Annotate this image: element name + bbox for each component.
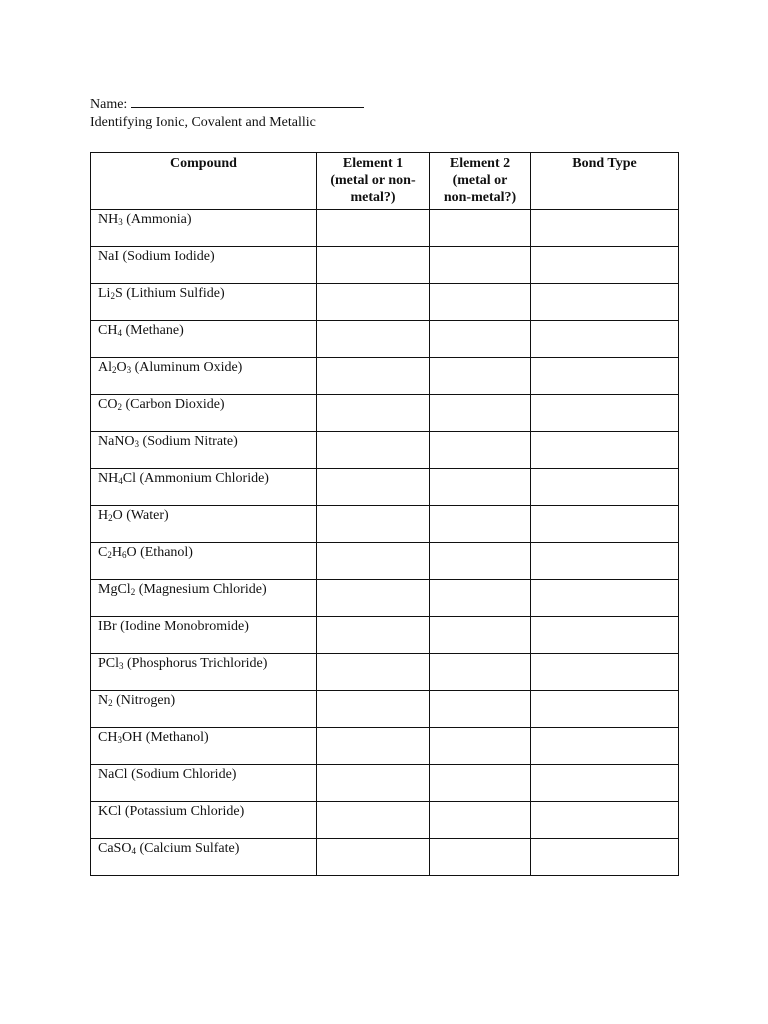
element-1-cell[interactable] <box>317 210 430 247</box>
table-row <box>91 617 679 654</box>
table-row <box>91 469 679 506</box>
element-1-cell[interactable] <box>317 580 430 617</box>
bond-type-cell[interactable] <box>531 321 679 358</box>
element-2-cell[interactable] <box>430 432 531 469</box>
element-1-cell[interactable] <box>317 728 430 765</box>
element-1-cell[interactable] <box>317 321 430 358</box>
compound-cell: $NH_4Cl$ (Ammonium Chloride) <box>91 469 317 506</box>
table-row <box>91 432 679 469</box>
header-row <box>91 153 679 210</box>
element-2-cell[interactable] <box>430 469 531 506</box>
element-1-cell[interactable] <box>317 765 430 802</box>
element-1-cell[interactable] <box>317 543 430 580</box>
table-row <box>91 321 679 358</box>
bond-type-cell[interactable] <box>531 691 679 728</box>
table-row <box>91 543 679 580</box>
element-2-cell[interactable] <box>430 395 531 432</box>
bond-type-cell[interactable] <box>531 839 679 876</box>
table-row <box>91 728 679 765</box>
element-2-cell[interactable] <box>430 691 531 728</box>
bond-type-cell[interactable] <box>531 358 679 395</box>
bond-type-header: Bond Type <box>531 153 679 210</box>
compound-cell: CaSO$_4$ (Calcium Sulfate) <box>91 839 317 876</box>
bond-type-cell[interactable] <box>531 469 679 506</box>
compound-cell: $H_2O$ (Water) <box>91 506 317 543</box>
element-1-cell[interactable] <box>317 506 430 543</box>
element-1-cell[interactable] <box>317 395 430 432</box>
element-2-cell[interactable] <box>430 321 531 358</box>
element-1-cell[interactable] <box>317 802 430 839</box>
bond-type-cell[interactable] <box>531 580 679 617</box>
table-row <box>91 247 679 284</box>
bond-type-cell[interactable] <box>531 728 679 765</box>
element-2-cell[interactable] <box>430 284 531 321</box>
bond-type-cell[interactable] <box>531 654 679 691</box>
compound-cell: $CO_2$ (Carbon Dioxide) <box>91 395 317 432</box>
element-2-cell[interactable] <box>430 358 531 395</box>
element-1-cell[interactable] <box>317 691 430 728</box>
element-2-cell[interactable] <box>430 580 531 617</box>
compound-cell: NaNO$_3$ (Sodium Nitrate) <box>91 432 317 469</box>
bond-type-cell[interactable] <box>531 210 679 247</box>
element-1-header: Element 1 (metal or non- metal?) <box>317 153 430 210</box>
element-1-cell[interactable] <box>317 469 430 506</box>
element-1-cell[interactable] <box>317 284 430 321</box>
compound-header: Compound <box>91 153 317 210</box>
compound-cell: IBr (Iodine Monobromide) <box>91 617 317 654</box>
element-2-cell[interactable] <box>430 839 531 876</box>
name-label: Name: <box>90 97 128 112</box>
compound-cell: KCl (Potassium Chloride) <box>91 802 317 839</box>
compound-cell: $Al_2O_3$ (Aluminum Oxide) <box>91 358 317 395</box>
table-row <box>91 506 679 543</box>
bond-type-table <box>90 152 679 876</box>
table-row <box>91 210 679 247</box>
table-row <box>91 765 679 802</box>
compound-cell: $C_2H_6O$ (Ethanol) <box>91 543 317 580</box>
compound-cell: $NH_3$ (Ammonia) <box>91 210 317 247</box>
element-2-cell[interactable] <box>430 728 531 765</box>
compound-cell: NaI (Sodium Iodide) <box>91 247 317 284</box>
table-row <box>91 358 679 395</box>
bond-type-cell[interactable] <box>531 395 679 432</box>
compound-cell: $Li_2S$ (Lithium Sulfide) <box>91 284 317 321</box>
bond-type-cell[interactable] <box>531 506 679 543</box>
element-2-cell[interactable] <box>430 506 531 543</box>
element-1-cell[interactable] <box>317 247 430 284</box>
bond-type-cell[interactable] <box>531 284 679 321</box>
element-2-cell[interactable] <box>430 654 531 691</box>
bond-type-cell[interactable] <box>531 543 679 580</box>
worksheet-header <box>90 93 364 132</box>
bond-type-cell[interactable] <box>531 802 679 839</box>
bond-type-cell[interactable] <box>531 765 679 802</box>
compound-cell: $CH_3OH$ (Methanol) <box>91 728 317 765</box>
element-2-cell[interactable] <box>430 765 531 802</box>
element-2-cell[interactable] <box>430 543 531 580</box>
bond-type-cell[interactable] <box>531 432 679 469</box>
bond-type-cell[interactable] <box>531 617 679 654</box>
table-row <box>91 691 679 728</box>
element-1-cell[interactable] <box>317 358 430 395</box>
element-2-cell[interactable] <box>430 210 531 247</box>
table-row <box>91 802 679 839</box>
table-row <box>91 580 679 617</box>
element-1-cell[interactable] <box>317 617 430 654</box>
table-row <box>91 654 679 691</box>
table-body <box>91 210 679 876</box>
element-2-header: Element 2 (metal or non-metal?) <box>430 153 531 210</box>
table-row <box>91 839 679 876</box>
element-2-cell[interactable] <box>430 802 531 839</box>
table-row <box>91 284 679 321</box>
element-2-cell[interactable] <box>430 247 531 284</box>
element-2-cell[interactable] <box>430 617 531 654</box>
compound-cell: $CH_4$ (Methane) <box>91 321 317 358</box>
compound-cell: MgCl$_2$ (Magnesium Chloride) <box>91 580 317 617</box>
element-1-cell[interactable] <box>317 654 430 691</box>
compound-cell: $N_2$ (Nitrogen) <box>91 691 317 728</box>
element-1-cell[interactable] <box>317 432 430 469</box>
worksheet-subtitle: Identifying Ionic, Covalent and Metallic <box>90 115 316 130</box>
element-1-cell[interactable] <box>317 839 430 876</box>
table-row <box>91 395 679 432</box>
name-blank-line[interactable] <box>131 93 364 108</box>
bond-type-cell[interactable] <box>531 247 679 284</box>
compound-cell: NaCl (Sodium Chloride) <box>91 765 317 802</box>
compound-cell: PCl$_3$ (Phosphorus Trichloride) <box>91 654 317 691</box>
name-row <box>90 93 364 114</box>
